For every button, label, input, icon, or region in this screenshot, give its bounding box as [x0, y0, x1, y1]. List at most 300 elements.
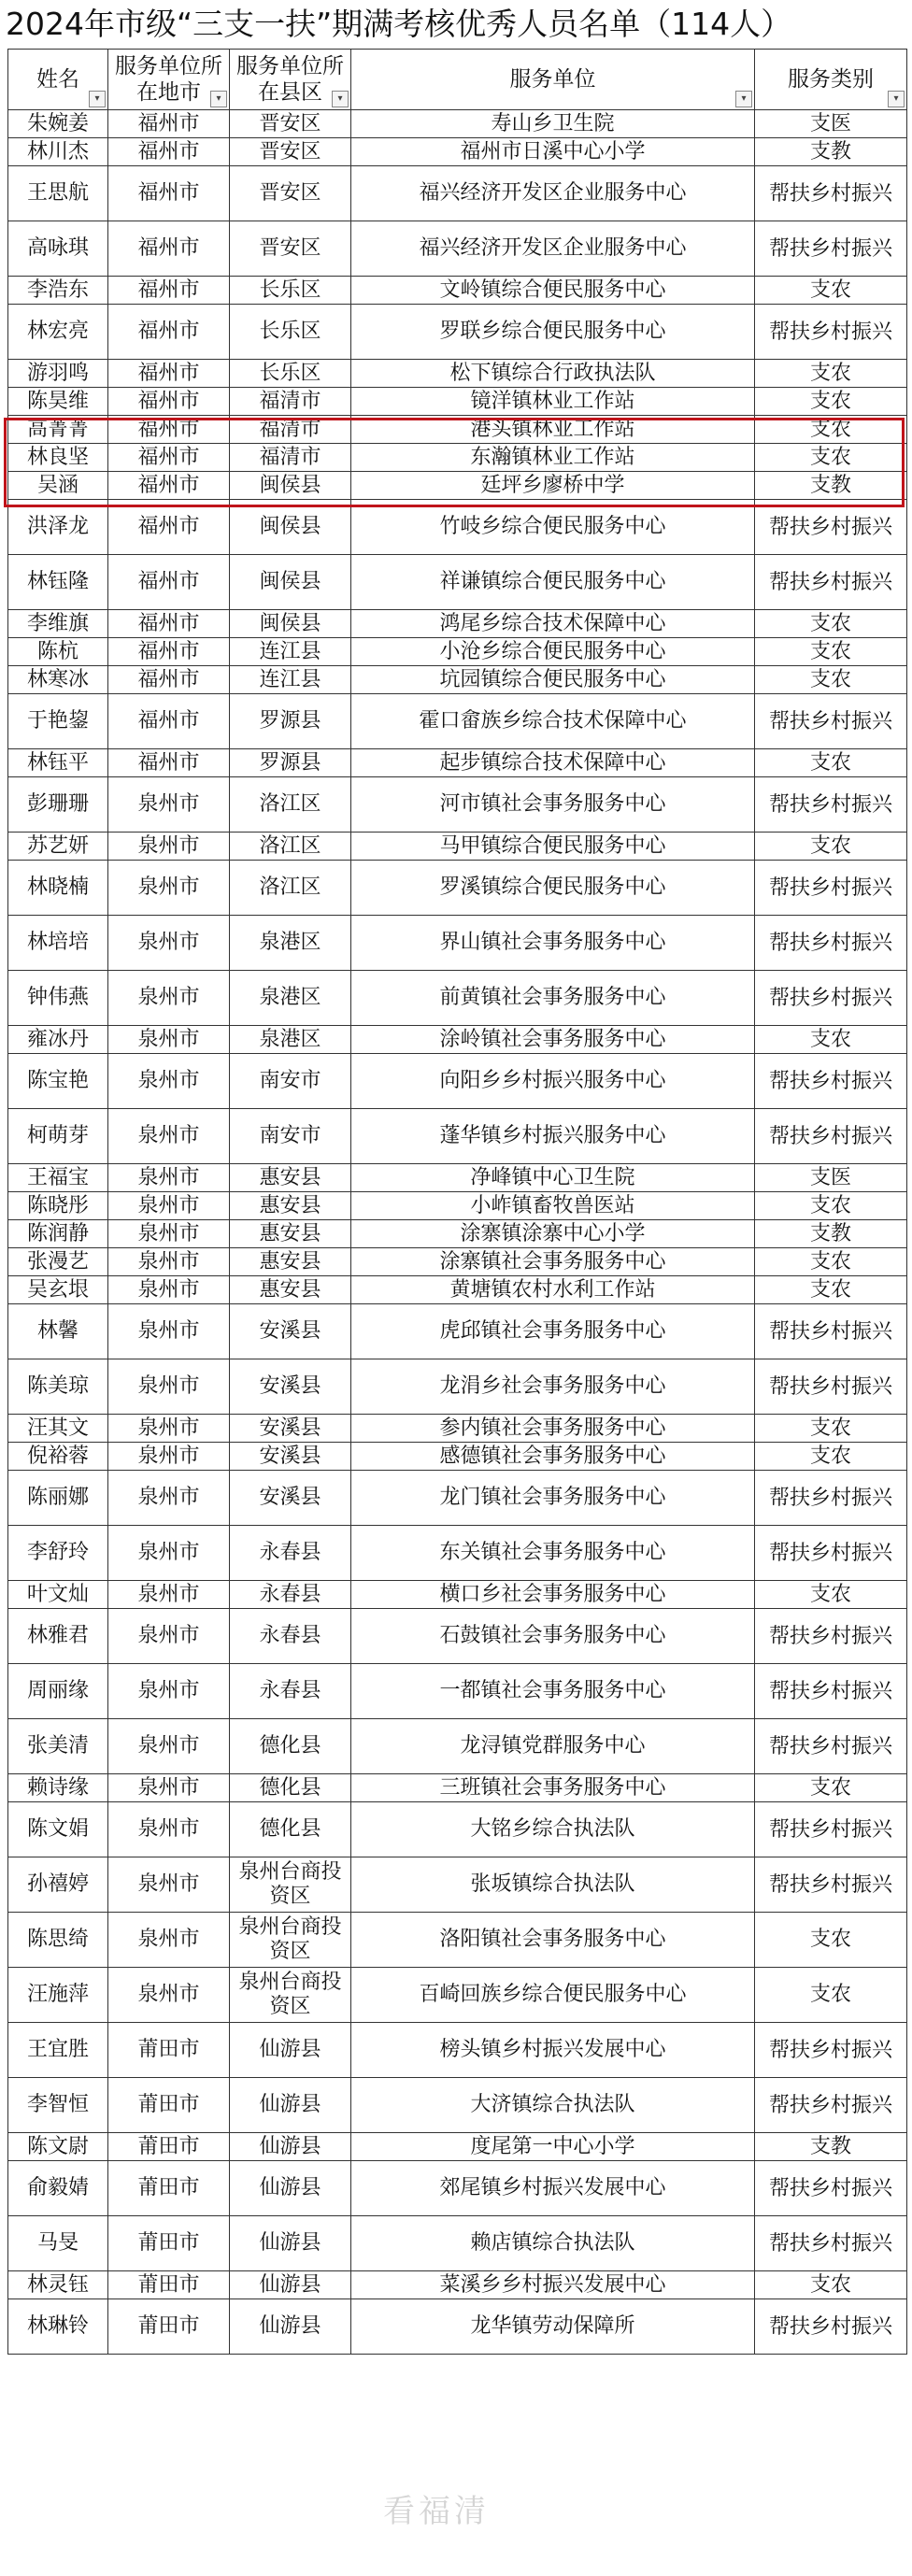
category-cell: 帮扶乡村振兴	[755, 166, 907, 221]
category-cell: 支教	[755, 1220, 907, 1248]
name-cell: 俞毅婧	[8, 2161, 108, 2216]
county-cell: 晋安区	[230, 221, 351, 277]
category-cell: 支教	[755, 472, 907, 500]
unit-cell: 大济镇综合执法队	[351, 2078, 755, 2133]
unit-cell: 竹岐乡综合便民服务中心	[351, 500, 755, 555]
table-row	[8, 2023, 907, 2078]
unit-cell: 郊尾镇乡村振兴发展中心	[351, 2161, 755, 2216]
name-cell: 高咏琪	[8, 221, 108, 277]
name-cell: 周丽缘	[8, 1664, 108, 1719]
city-cell: 泉州市	[108, 1802, 230, 1857]
table-row	[8, 1968, 907, 2023]
table-row	[8, 444, 907, 472]
col-header-name[interactable]: 姓名 ▾	[8, 50, 108, 110]
unit-cell: 虎邱镇社会事务服务中心	[351, 1304, 755, 1359]
table-row	[8, 1359, 907, 1415]
table-row	[8, 833, 907, 861]
category-cell: 帮扶乡村振兴	[755, 694, 907, 749]
unit-cell: 鸿尾乡综合技术保障中心	[351, 610, 755, 638]
unit-cell: 龙华镇劳动保障所	[351, 2299, 755, 2355]
name-cell: 叶文灿	[8, 1581, 108, 1609]
city-cell: 莆田市	[108, 2078, 230, 2133]
name-cell: 林灵钰	[8, 2271, 108, 2299]
county-cell: 泉州台商投资区	[230, 1913, 351, 1968]
city-cell: 泉州市	[108, 1857, 230, 1913]
name-cell: 马旻	[8, 2216, 108, 2271]
name-cell: 林宏亮	[8, 305, 108, 360]
category-cell: 支教	[755, 138, 907, 166]
name-cell: 钟伟燕	[8, 971, 108, 1026]
table-row	[8, 1471, 907, 1526]
category-cell: 支农	[755, 1415, 907, 1443]
county-cell: 永春县	[230, 1609, 351, 1664]
county-cell: 德化县	[230, 1719, 351, 1774]
city-cell: 莆田市	[108, 2133, 230, 2161]
filter-dropdown-icon[interactable]: ▾	[888, 91, 905, 107]
table-row	[8, 1304, 907, 1359]
city-cell: 泉州市	[108, 1164, 230, 1192]
table-row	[8, 2161, 907, 2216]
table-row	[8, 388, 907, 416]
county-cell: 安溪县	[230, 1415, 351, 1443]
city-cell: 福州市	[108, 638, 230, 666]
table-row	[8, 1664, 907, 1719]
table-row	[8, 1802, 907, 1857]
table-row	[8, 472, 907, 500]
table-row	[8, 1526, 907, 1581]
name-cell: 朱婉姜	[8, 110, 108, 138]
category-cell: 支农	[755, 1276, 907, 1304]
category-cell: 支农	[755, 2271, 907, 2299]
table-row	[8, 1192, 907, 1220]
name-cell: 林良坚	[8, 444, 108, 472]
unit-cell: 河市镇社会事务服务中心	[351, 777, 755, 833]
unit-cell: 石鼓镇社会事务服务中心	[351, 1609, 755, 1664]
city-cell: 泉州市	[108, 1109, 230, 1164]
city-cell: 泉州市	[108, 1664, 230, 1719]
category-cell: 支农	[755, 1774, 907, 1802]
county-cell: 永春县	[230, 1581, 351, 1609]
city-cell: 福州市	[108, 166, 230, 221]
county-cell: 洛江区	[230, 861, 351, 916]
unit-cell: 寿山乡卫生院	[351, 110, 755, 138]
page-title: 2024年市级“三支一扶”期满考核优秀人员名单（114人）	[6, 6, 792, 42]
category-cell: 帮扶乡村振兴	[755, 1802, 907, 1857]
city-cell: 泉州市	[108, 1913, 230, 1968]
city-cell: 泉州市	[108, 1220, 230, 1248]
city-cell: 泉州市	[108, 1359, 230, 1415]
name-cell: 汪其文	[8, 1415, 108, 1443]
city-cell: 莆田市	[108, 2216, 230, 2271]
county-cell: 德化县	[230, 1774, 351, 1802]
category-cell: 支农	[755, 1968, 907, 2023]
city-cell: 泉州市	[108, 1276, 230, 1304]
name-cell: 林雅君	[8, 1609, 108, 1664]
name-cell: 陈杭	[8, 638, 108, 666]
unit-cell: 龙涓乡社会事务服务中心	[351, 1359, 755, 1415]
table-row	[8, 1164, 907, 1192]
table-row	[8, 1719, 907, 1774]
city-cell: 泉州市	[108, 1192, 230, 1220]
city-cell: 泉州市	[108, 1526, 230, 1581]
city-cell: 福州市	[108, 444, 230, 472]
city-cell: 福州市	[108, 472, 230, 500]
name-cell: 陈宝艳	[8, 1054, 108, 1109]
name-cell: 林寒冰	[8, 666, 108, 694]
name-cell: 王思航	[8, 166, 108, 221]
city-cell: 福州市	[108, 138, 230, 166]
table-row	[8, 2299, 907, 2355]
name-cell: 李舒玲	[8, 1526, 108, 1581]
table-row	[8, 1609, 907, 1664]
county-cell: 惠安县	[230, 1220, 351, 1248]
category-cell: 帮扶乡村振兴	[755, 1359, 907, 1415]
unit-cell: 涂寨镇涂寨中心小学	[351, 1220, 755, 1248]
unit-cell: 霍口畲族乡综合技术保障中心	[351, 694, 755, 749]
table-row	[8, 694, 907, 749]
county-cell: 闽侯县	[230, 500, 351, 555]
col-header-city[interactable]: 服务单位所在地市 ▾	[108, 50, 230, 110]
name-cell: 雍冰丹	[8, 1026, 108, 1054]
name-cell: 陈丽娜	[8, 1471, 108, 1526]
county-cell: 仙游县	[230, 2161, 351, 2216]
county-cell: 晋安区	[230, 138, 351, 166]
city-cell: 泉州市	[108, 1774, 230, 1802]
city-cell: 泉州市	[108, 777, 230, 833]
name-cell: 倪裕蓉	[8, 1443, 108, 1471]
category-cell: 帮扶乡村振兴	[755, 2078, 907, 2133]
filter-dropdown-icon[interactable]: ▾	[210, 91, 227, 107]
unit-cell: 三班镇社会事务服务中心	[351, 1774, 755, 1802]
name-cell: 李维旗	[8, 610, 108, 638]
unit-cell: 度尾第一中心小学	[351, 2133, 755, 2161]
county-cell: 南安市	[230, 1109, 351, 1164]
unit-cell: 赖店镇综合执法队	[351, 2216, 755, 2271]
name-cell: 林琳铃	[8, 2299, 108, 2355]
unit-cell: 一都镇社会事务服务中心	[351, 1664, 755, 1719]
name-cell: 林馨	[8, 1304, 108, 1359]
category-cell: 支农	[755, 610, 907, 638]
city-cell: 泉州市	[108, 1304, 230, 1359]
name-cell: 赖诗缘	[8, 1774, 108, 1802]
table-row	[8, 861, 907, 916]
city-cell: 泉州市	[108, 1443, 230, 1471]
county-cell: 仙游县	[230, 2299, 351, 2355]
category-cell: 帮扶乡村振兴	[755, 1054, 907, 1109]
category-cell: 支教	[755, 2133, 907, 2161]
county-cell: 罗源县	[230, 749, 351, 777]
name-cell: 王福宝	[8, 1164, 108, 1192]
city-cell: 泉州市	[108, 916, 230, 971]
county-cell: 惠安县	[230, 1192, 351, 1220]
category-cell: 帮扶乡村振兴	[755, 2023, 907, 2078]
category-cell: 帮扶乡村振兴	[755, 1304, 907, 1359]
county-cell: 永春县	[230, 1526, 351, 1581]
unit-cell: 龙门镇社会事务服务中心	[351, 1471, 755, 1526]
unit-cell: 罗联乡综合便民服务中心	[351, 305, 755, 360]
category-cell: 支农	[755, 1913, 907, 1968]
table-row	[8, 1026, 907, 1054]
city-cell: 福州市	[108, 416, 230, 444]
county-cell: 晋安区	[230, 166, 351, 221]
table-row	[8, 2271, 907, 2299]
col-header-county[interactable]: 服务单位所在县区 ▾	[230, 50, 351, 110]
category-cell: 帮扶乡村振兴	[755, 1109, 907, 1164]
table-row	[8, 1248, 907, 1276]
city-cell: 泉州市	[108, 1248, 230, 1276]
table-row	[8, 666, 907, 694]
category-cell: 帮扶乡村振兴	[755, 2161, 907, 2216]
name-cell: 陈昊维	[8, 388, 108, 416]
col-header-unit[interactable]: 服务单位 ▾	[351, 50, 755, 110]
unit-cell: 张坂镇综合执法队	[351, 1857, 755, 1913]
city-cell: 泉州市	[108, 1581, 230, 1609]
city-cell: 莆田市	[108, 2023, 230, 2078]
unit-cell: 榜头镇乡村振兴发展中心	[351, 2023, 755, 2078]
city-cell: 泉州市	[108, 1415, 230, 1443]
category-cell: 帮扶乡村振兴	[755, 500, 907, 555]
category-cell: 支农	[755, 833, 907, 861]
county-cell: 安溪县	[230, 1359, 351, 1415]
table-row	[8, 110, 907, 138]
unit-cell: 福兴经济开发区企业服务中心	[351, 166, 755, 221]
city-cell: 福州市	[108, 610, 230, 638]
unit-cell: 港头镇林业工作站	[351, 416, 755, 444]
category-cell: 支农	[755, 1192, 907, 1220]
city-cell: 泉州市	[108, 1609, 230, 1664]
table-row	[8, 1581, 907, 1609]
city-cell: 莆田市	[108, 2299, 230, 2355]
unit-cell: 小岞镇畜牧兽医站	[351, 1192, 755, 1220]
city-cell: 泉州市	[108, 861, 230, 916]
unit-cell: 横口乡社会事务服务中心	[351, 1581, 755, 1609]
county-cell: 福清市	[230, 388, 351, 416]
city-cell: 福州市	[108, 110, 230, 138]
table-row	[8, 1857, 907, 1913]
name-cell: 陈思绮	[8, 1913, 108, 1968]
category-cell: 帮扶乡村振兴	[755, 1857, 907, 1913]
table-row	[8, 500, 907, 555]
city-cell: 福州市	[108, 749, 230, 777]
table-row	[8, 610, 907, 638]
name-cell: 陈晓彤	[8, 1192, 108, 1220]
table-row	[8, 971, 907, 1026]
table-row	[8, 1415, 907, 1443]
table-row	[8, 1220, 907, 1248]
table-row	[8, 2078, 907, 2133]
name-cell: 林培培	[8, 916, 108, 971]
category-cell: 帮扶乡村振兴	[755, 1719, 907, 1774]
unit-cell: 起步镇综合技术保障中心	[351, 749, 755, 777]
watermark-logo: 看福清	[383, 2493, 490, 2530]
filter-dropdown-icon[interactable]: ▾	[332, 91, 349, 107]
county-cell: 泉港区	[230, 916, 351, 971]
category-cell: 支医	[755, 110, 907, 138]
city-cell: 福州市	[108, 221, 230, 277]
county-cell: 福清市	[230, 444, 351, 472]
county-cell: 永春县	[230, 1664, 351, 1719]
category-cell: 支农	[755, 638, 907, 666]
category-cell: 支医	[755, 1164, 907, 1192]
unit-cell: 洛阳镇社会事务服务中心	[351, 1913, 755, 1968]
category-cell: 帮扶乡村振兴	[755, 916, 907, 971]
city-cell: 泉州市	[108, 1054, 230, 1109]
table-row	[8, 1913, 907, 1968]
table-row	[8, 221, 907, 277]
county-cell: 泉港区	[230, 971, 351, 1026]
name-cell: 于艳鋆	[8, 694, 108, 749]
table-row	[8, 166, 907, 221]
county-cell: 长乐区	[230, 277, 351, 305]
name-cell: 游羽鸣	[8, 360, 108, 388]
unit-cell: 涂岭镇社会事务服务中心	[351, 1026, 755, 1054]
category-cell: 支农	[755, 388, 907, 416]
unit-cell: 净峰镇中心卫生院	[351, 1164, 755, 1192]
county-cell: 仙游县	[230, 2023, 351, 2078]
city-cell: 福州市	[108, 500, 230, 555]
table-row	[8, 777, 907, 833]
category-cell: 帮扶乡村振兴	[755, 2299, 907, 2355]
unit-cell: 罗溪镇综合便民服务中心	[351, 861, 755, 916]
county-cell: 福清市	[230, 416, 351, 444]
county-cell: 惠安县	[230, 1276, 351, 1304]
category-cell: 支农	[755, 749, 907, 777]
city-cell: 福州市	[108, 555, 230, 610]
category-cell: 支农	[755, 360, 907, 388]
category-cell: 帮扶乡村振兴	[755, 861, 907, 916]
county-cell: 长乐区	[230, 360, 351, 388]
county-cell: 闽侯县	[230, 555, 351, 610]
county-cell: 闽侯县	[230, 472, 351, 500]
unit-cell: 福兴经济开发区企业服务中心	[351, 221, 755, 277]
city-cell: 泉州市	[108, 971, 230, 1026]
city-cell: 福州市	[108, 360, 230, 388]
city-cell: 泉州市	[108, 1719, 230, 1774]
category-cell: 支农	[755, 277, 907, 305]
county-cell: 仙游县	[230, 2078, 351, 2133]
name-cell: 吴玄垠	[8, 1276, 108, 1304]
county-cell: 安溪县	[230, 1304, 351, 1359]
county-cell: 泉港区	[230, 1026, 351, 1054]
county-cell: 安溪县	[230, 1471, 351, 1526]
unit-cell: 前黄镇社会事务服务中心	[351, 971, 755, 1026]
name-cell: 林钰隆	[8, 555, 108, 610]
table-header-row	[8, 50, 907, 110]
category-cell: 支农	[755, 444, 907, 472]
unit-cell: 菜溪乡乡村振兴发展中心	[351, 2271, 755, 2299]
city-cell: 莆田市	[108, 2161, 230, 2216]
county-cell: 闽侯县	[230, 610, 351, 638]
city-cell: 福州市	[108, 388, 230, 416]
name-cell: 王宜胜	[8, 2023, 108, 2078]
name-cell: 林晓楠	[8, 861, 108, 916]
category-cell: 帮扶乡村振兴	[755, 1526, 907, 1581]
name-cell: 吴涵	[8, 472, 108, 500]
table-row	[8, 2133, 907, 2161]
county-cell: 南安市	[230, 1054, 351, 1109]
category-cell: 支农	[755, 1026, 907, 1054]
unit-cell: 大铭乡综合执法队	[351, 1802, 755, 1857]
city-cell: 福州市	[108, 666, 230, 694]
unit-cell: 黄塘镇农村水利工作站	[351, 1276, 755, 1304]
county-cell: 仙游县	[230, 2216, 351, 2271]
unit-cell: 向阳乡乡村振兴服务中心	[351, 1054, 755, 1109]
city-cell: 福州市	[108, 277, 230, 305]
unit-cell: 文岭镇综合便民服务中心	[351, 277, 755, 305]
table-row	[8, 749, 907, 777]
city-cell: 泉州市	[108, 1968, 230, 2023]
name-cell: 彭珊珊	[8, 777, 108, 833]
name-cell: 陈润静	[8, 1220, 108, 1248]
unit-cell: 祥谦镇综合便民服务中心	[351, 555, 755, 610]
unit-cell: 坑园镇综合便民服务中心	[351, 666, 755, 694]
name-cell: 柯萌芽	[8, 1109, 108, 1164]
unit-cell: 松下镇综合行政执法队	[351, 360, 755, 388]
county-cell: 洛江区	[230, 833, 351, 861]
county-cell: 仙游县	[230, 2133, 351, 2161]
name-cell: 张美清	[8, 1719, 108, 1774]
category-cell: 帮扶乡村振兴	[755, 1609, 907, 1664]
col-header-category[interactable]: 服务类别 ▾	[755, 50, 907, 110]
county-cell: 晋安区	[230, 110, 351, 138]
table-row	[8, 1774, 907, 1802]
county-cell: 德化县	[230, 1802, 351, 1857]
city-cell: 泉州市	[108, 1026, 230, 1054]
county-cell: 长乐区	[230, 305, 351, 360]
filter-dropdown-icon[interactable]: ▾	[735, 91, 752, 107]
category-cell: 帮扶乡村振兴	[755, 555, 907, 610]
name-cell: 汪施萍	[8, 1968, 108, 2023]
name-cell: 陈文娟	[8, 1802, 108, 1857]
name-cell: 林川杰	[8, 138, 108, 166]
city-cell: 福州市	[108, 694, 230, 749]
unit-cell: 廷坪乡廖桥中学	[351, 472, 755, 500]
table-row	[8, 2216, 907, 2271]
name-cell: 陈美琼	[8, 1359, 108, 1415]
county-cell: 连江县	[230, 638, 351, 666]
name-cell: 苏艺妍	[8, 833, 108, 861]
unit-cell: 镜洋镇林业工作站	[351, 388, 755, 416]
table-row	[8, 1054, 907, 1109]
honor-list-table	[7, 49, 907, 2355]
category-cell: 帮扶乡村振兴	[755, 221, 907, 277]
category-cell: 帮扶乡村振兴	[755, 1664, 907, 1719]
name-cell: 洪泽龙	[8, 500, 108, 555]
unit-cell: 参内镇社会事务服务中心	[351, 1415, 755, 1443]
unit-cell: 福州市日溪中心小学	[351, 138, 755, 166]
county-cell: 泉州台商投资区	[230, 1857, 351, 1913]
county-cell: 泉州台商投资区	[230, 1968, 351, 2023]
category-cell: 帮扶乡村振兴	[755, 971, 907, 1026]
category-cell: 支农	[755, 1443, 907, 1471]
table-row	[8, 305, 907, 360]
unit-cell: 界山镇社会事务服务中心	[351, 916, 755, 971]
name-cell: 孙禧婷	[8, 1857, 108, 1913]
unit-cell: 东关镇社会事务服务中心	[351, 1526, 755, 1581]
table-row	[8, 277, 907, 305]
city-cell: 泉州市	[108, 1471, 230, 1526]
table-row	[8, 416, 907, 444]
category-cell: 帮扶乡村振兴	[755, 2216, 907, 2271]
unit-cell: 蓬华镇乡村振兴服务中心	[351, 1109, 755, 1164]
county-cell: 安溪县	[230, 1443, 351, 1471]
category-cell: 帮扶乡村振兴	[755, 1471, 907, 1526]
table-row	[8, 360, 907, 388]
unit-cell: 小沧乡综合便民服务中心	[351, 638, 755, 666]
filter-dropdown-icon[interactable]: ▾	[89, 91, 106, 107]
category-cell: 帮扶乡村振兴	[755, 777, 907, 833]
table-row	[8, 1443, 907, 1471]
